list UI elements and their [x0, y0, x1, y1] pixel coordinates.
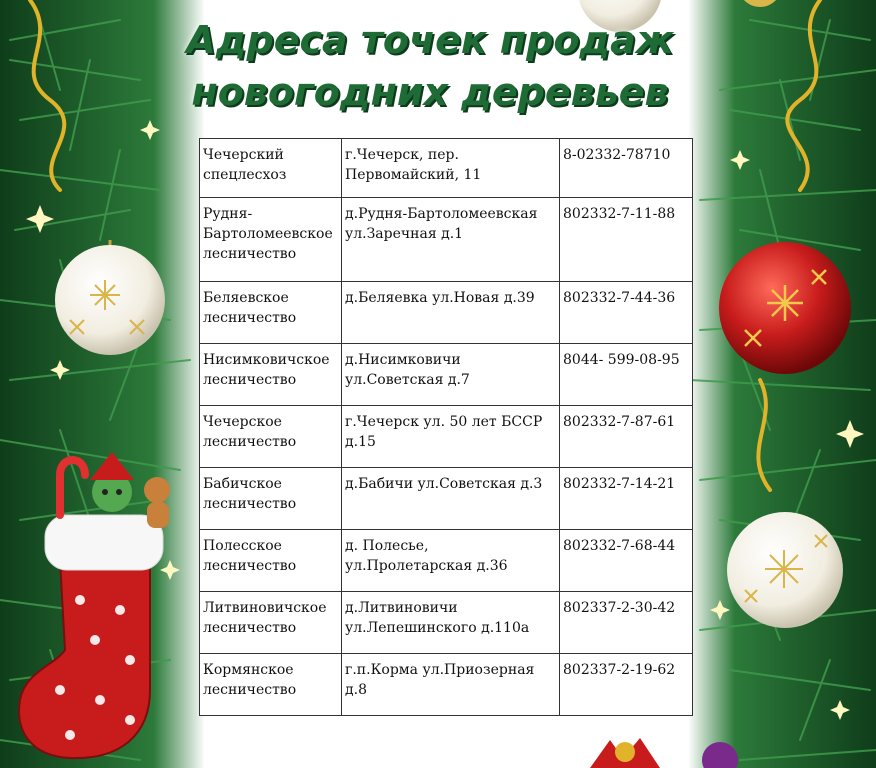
bottom-bows [590, 738, 738, 768]
title-line-1: Адреса точек продаж [186, 18, 674, 62]
table-row [200, 344, 693, 406]
sales-points-table [199, 138, 693, 716]
address-cell: д.Бабичи ул.Советская д.3 [342, 468, 560, 530]
address-cell: д.Нисимковичи ул.Советская д.7 [342, 344, 560, 406]
address-cell: д.Беляевка ул.Новая д.39 [342, 282, 560, 344]
table-row [200, 139, 693, 198]
phone-cell: 802337-2-30-42 [560, 592, 693, 654]
white-ornament-right [727, 512, 843, 628]
phone-cell: 802332-7-68-44 [560, 530, 693, 592]
phone-cell: 802332-7-14-21 [560, 468, 693, 530]
forestry-name-cell: Чечерский спецлесхоз [200, 139, 342, 198]
table-row [200, 592, 693, 654]
phone-cell: 8044- 599-08-95 [560, 344, 693, 406]
forestry-name-cell: Бабичское лесничество [200, 468, 342, 530]
phone-cell: 802332-7-44-36 [560, 282, 693, 344]
right-pine-border [688, 0, 876, 768]
phone-cell: 802337-2-19-62 [560, 654, 693, 716]
table-row [200, 468, 693, 530]
forestry-name-cell: Полесское лесничество [200, 530, 342, 592]
address-cell: г.Чечерск ул. 50 лет БССР д.15 [342, 406, 560, 468]
address-cell: д.Рудня-Бартоломеевская ул.Заречная д.1 [342, 198, 560, 282]
address-cell: д. Полесье, ул.Пролетарская д.36 [342, 530, 560, 592]
table-row [200, 654, 693, 716]
address-cell: д.Литвиновичи ул.Лепешинского д.110а [342, 592, 560, 654]
table-row [200, 282, 693, 344]
address-cell: г.Чечерск, пер. Первомайский, 11 [342, 139, 560, 198]
table-row [200, 530, 693, 592]
phone-cell: 802332-7-11-88 [560, 198, 693, 282]
title-line-2: новогодних деревьев [191, 70, 669, 114]
page-title [150, 14, 710, 118]
forestry-name-cell: Чечерское лесничество [200, 406, 342, 468]
table-row [200, 198, 693, 282]
phone-cell: 8-02332-78710 [560, 139, 693, 198]
red-ornament-right [719, 242, 851, 374]
phone-cell: 802332-7-87-61 [560, 406, 693, 468]
forestry-name-cell: Рудня-Бартоломеевское лесничество [200, 198, 342, 282]
address-cell: г.п.Корма ул.Приозерная д.8 [342, 654, 560, 716]
forestry-name-cell: Кормянское лесничество [200, 654, 342, 716]
forestry-name-cell: Беляевское лесничество [200, 282, 342, 344]
forestry-name-cell: Литвиновичское лесничество [200, 592, 342, 654]
forestry-name-cell: Нисимковичское лесничество [200, 344, 342, 406]
table-row [200, 406, 693, 468]
